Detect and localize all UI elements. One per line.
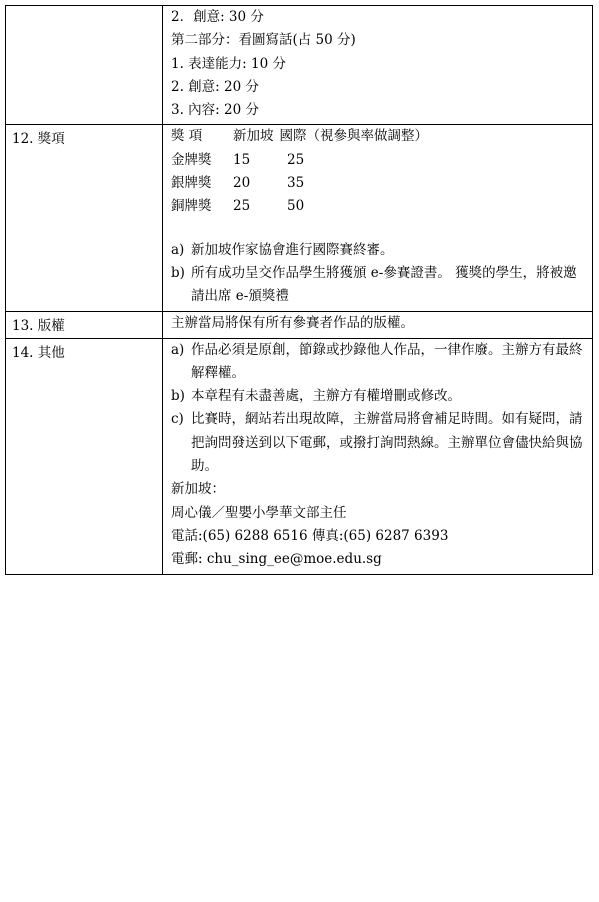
contact-person: 周心儀／聖嬰小學華文部主任: [171, 504, 347, 521]
others-item: [171, 408, 586, 478]
note-marker: a): [171, 241, 185, 258]
prize-name: 銅牌獎: [171, 198, 212, 215]
prize-sg-count: 25: [233, 198, 251, 215]
prize-header-col: 新加坡: [233, 128, 274, 145]
row-label-awards: 12. 獎項: [6, 125, 163, 311]
table-row-copyright: [6, 311, 593, 338]
prize-name: 金牌獎: [171, 151, 212, 168]
prize-intl-count: 50: [287, 198, 305, 215]
prize-header-col: 國際（視參與率做調整）: [279, 128, 428, 145]
criteria-line: 2. 創意: 20 分: [171, 78, 259, 95]
prize-name: 銀牌獎: [171, 175, 212, 192]
prize-header: [171, 125, 586, 148]
prize-intl-count: 35: [287, 175, 305, 192]
item-text: 比賽時，網站若出現故障，主辦當局將會補足時間。如有疑問，請把詢問發送到以下電郵，或撥打詢問熱線。主辦單位會儘快給與協助。: [191, 411, 583, 475]
criteria-line: 第二部分：看圖寫話(占 50 分): [171, 32, 356, 49]
judging-criteria-cell: [163, 6, 593, 125]
prize-row: [171, 195, 586, 218]
criteria-line: 2．創意: 30 分: [171, 9, 264, 25]
item-text: 作品必須是原創，節錄或抄錄他人作品，一律作廢。主辦方有最終解釋權。: [191, 341, 583, 381]
others-item: [171, 339, 586, 386]
others-cell: [163, 338, 593, 574]
note-marker: b): [171, 264, 185, 281]
awards-cell: [163, 125, 593, 311]
item-marker: b): [171, 388, 185, 405]
criteria-line: 1. 表達能力: 10 分: [171, 55, 286, 72]
row-label-others: 14. 其他: [6, 338, 163, 574]
rules-table: [5, 5, 593, 575]
item-marker: a): [171, 341, 185, 358]
others-item: [171, 385, 586, 408]
note-text: 所有成功呈交作品學生將獲頒 e-參賽證書。 獲獎的學生，將被邀請出席 e-頒獎禮: [191, 264, 577, 305]
prize-row: [171, 172, 586, 195]
table-row-others: [6, 338, 593, 574]
award-note: [171, 262, 586, 309]
contact-email: 電郵: chu_sing_ee@moe.edu.sg: [171, 551, 382, 568]
prize-sg-count: 20: [233, 175, 251, 192]
contact-phone-fax: 電話:(65) 6288 6516 傳真:(65) 6287 6393: [171, 527, 449, 544]
item-marker: c): [171, 411, 184, 428]
prize-sg-count: 15: [233, 151, 251, 168]
copyright-cell: [163, 311, 593, 338]
item-text: 本章程有未盡善處，主辦方有權增刪或修改。: [191, 388, 461, 405]
row-label-copyright: 13. 版權: [6, 311, 163, 338]
table-row-judging-cont: [6, 6, 593, 125]
criteria-line: 3. 內容: 20 分: [171, 102, 259, 119]
prize-row: [171, 149, 586, 172]
prize-header-col: 獎 項: [171, 128, 203, 145]
note-text: 新加坡作家協會進行國際賽終審。: [191, 241, 394, 258]
table-row-awards: [6, 125, 593, 311]
copyright-text: 主辦當局將保有所有參賽者作品的版權。: [171, 314, 414, 331]
award-note: [171, 239, 586, 262]
prize-intl-count: 25: [287, 151, 305, 168]
row-label-empty: [6, 6, 163, 125]
spacer: [171, 219, 586, 239]
contact-region: 新加坡：: [171, 481, 225, 498]
